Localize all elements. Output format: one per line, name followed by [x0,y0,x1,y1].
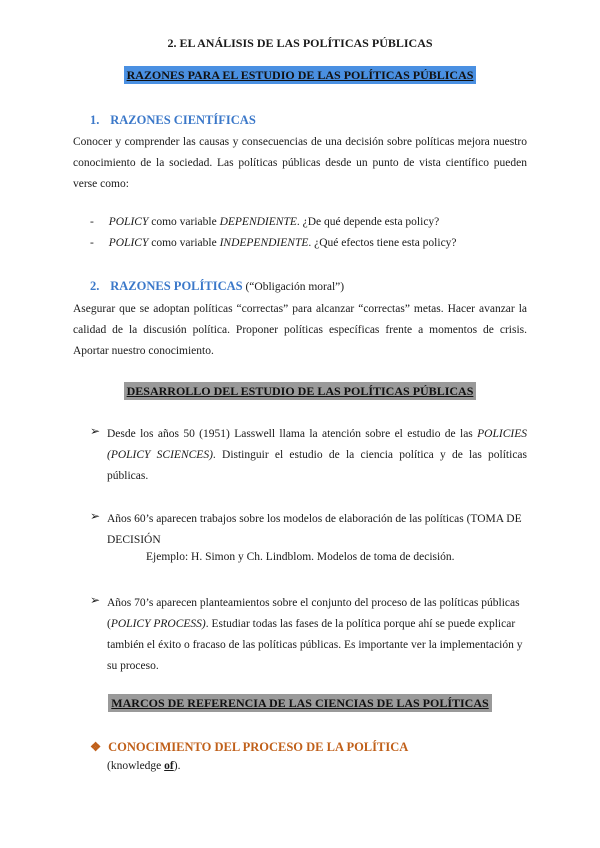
item-question: . ¿Qué efectos tiene esta policy? [308,237,457,249]
band-desarrollo-label: DESARROLLO DEL ESTUDIO DE LAS POLÍTICAS PÚBLICAS [124,382,477,400]
section-band-marcos [0,696,600,711]
dash-marker: - [90,237,94,249]
knowledge-of-line: (knowledge of). [107,760,181,772]
list-item-anos-60: Años 60’s aparecen trabajos sobre los modelos de elaboración de las políticas (TOMA DE DECISIÓN [107,513,522,546]
band-razones-label: RAZONES PARA EL ESTUDIO DE LAS POLÍTICAS PÚBLICAS [124,66,477,84]
arrow-icon: ➢ [90,509,101,523]
example-line: Ejemplo: H. Simon y Ch. Lindblom. Modelos de toma de decisión. [146,551,455,563]
heading-conocimiento [90,739,408,755]
section-band-razones [0,68,600,83]
paragraph-cientificas: Conocer y comprender las causas y consecuencias de una decisión sobre políticas mejora nuestro conocimiento de la sociedad. Las políticas públicas desde un punto de vista científico pueden verse como: [73,136,527,190]
item-policy: POLICY [108,237,149,249]
item-text: como variable [148,216,220,228]
dash-marker: - [90,216,94,228]
list-item-independiente [90,237,457,249]
heading-text: CONOCIMIENTO DEL PROCESO DE LA POLÍTICA [108,740,409,754]
list-item-dependiente [90,216,439,228]
paragraph-politicas: Asegurar que se adoptan políticas “correctas” para alcanzar “correctas” metas. Hacer avanzar la calidad de la discusión política. Proponer políticas específicas frente a momentos de crisis. Aportar nuestro conocimiento. [73,303,527,357]
document-title: 2. EL ANÁLISIS DE LAS POLÍTICAS PÚBLICAS [167,36,433,50]
item-policy: POLICY [108,216,149,228]
heading-razones-cientificas [90,113,256,128]
heading-text: RAZONES POLÍTICAS [110,279,243,293]
heading-razones-politicas [90,279,344,294]
list-item-anos-70: Años 70’s aparecen planteamientos sobre el conjunto del proceso de las políticas públicas (POLICY PROCESS). Estudiar todas las fases de la política porque ahí se puede explicar también el éxito o fracaso de las políticas públicas. Es importante ver la implementación y su proceso. [107,597,523,672]
diamond-icon: ❖ [90,740,102,754]
arrow-icon: ➢ [90,593,101,607]
heading-number: 1. [90,113,100,127]
item-variable: INDEPENDIENTE [219,237,309,249]
band-marcos-label: MARCOS DE REFERENCIA DE LAS CIENCIAS DE LAS POLÍTICAS [108,694,491,712]
section-band-desarrollo [0,384,600,399]
item-text: como variable [148,237,220,249]
heading-number: 2. [90,279,100,293]
arrow-icon: ➢ [90,424,101,438]
heading-text: RAZONES CIENTÍFICAS [110,113,256,127]
heading-note: (“Obligación moral”) [242,281,345,293]
item-variable: DEPENDIENTE [219,216,297,228]
list-item-lasswell: Desde los años 50 (1951) Lasswell llama la atención sobre el estudio de las POLICIES (POLICY SCIENCES). Distinguir el estudio de la ciencia política y de las políticas públicas. [107,428,528,482]
item-question: . ¿De qué depende esta policy? [296,216,440,228]
